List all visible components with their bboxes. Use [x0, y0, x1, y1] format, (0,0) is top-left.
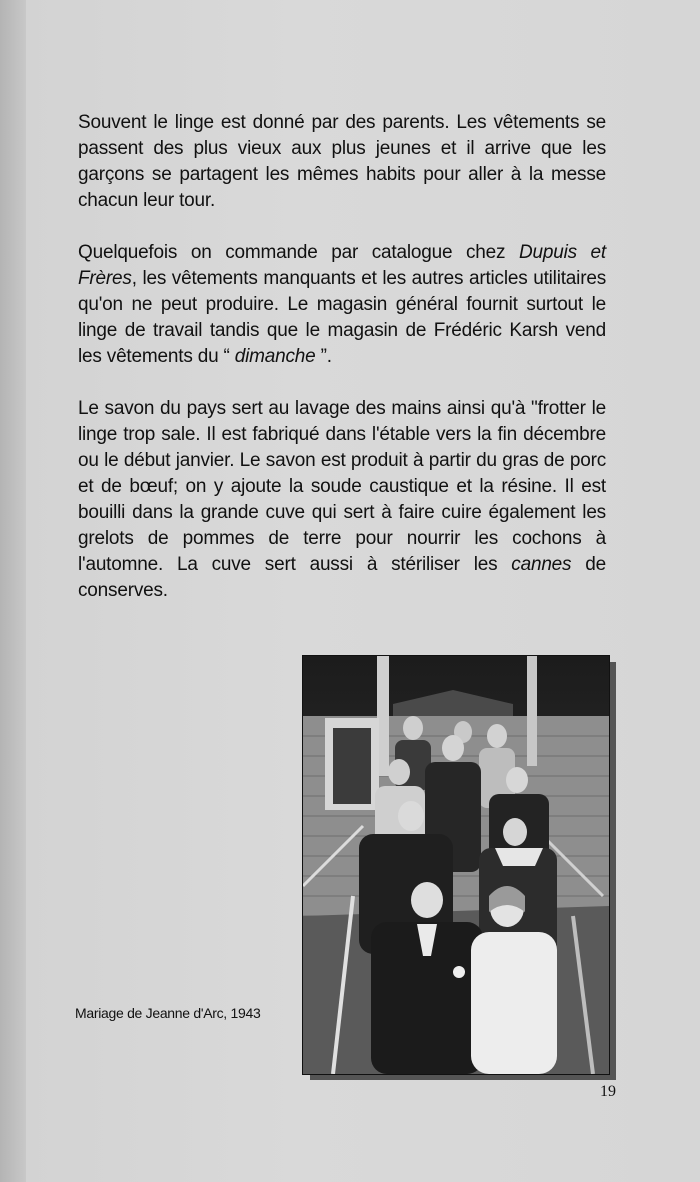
page-number: 19 — [600, 1083, 616, 1100]
paragraph — [78, 396, 606, 604]
text-run: , les vêtements manquants et les autres articles utilitaires qu'on ne peut produire. Le magasin général fournit surtout le linge de travail tandis que le magasin de Frédéric Karsh vend les vêtements du “ — [78, 268, 606, 367]
photo-caption: Mariage de Jeanne d'Arc, 1943 — [75, 1005, 261, 1021]
text-run: de conserves. — [78, 554, 606, 601]
italic-text: dimanche — [234, 346, 316, 367]
text-run: Quelquefois on commande par catalogue chez — [78, 242, 519, 263]
paragraph — [78, 110, 606, 214]
italic-text: Dupuis et Frères — [78, 242, 606, 289]
page-edge-shadow — [0, 0, 26, 1182]
text-run: Souvent le linge est donné par des parents. Les vêtements se passent des plus vieux aux plus jeunes et il arrive que les garçons se partagent les mêmes habits pour aller à la messe chacun leur tour. — [78, 112, 606, 211]
text-run: ”. — [315, 346, 332, 367]
wedding-photo-illustration — [303, 656, 609, 1074]
wedding-group-photo — [302, 655, 610, 1075]
paragraph — [78, 240, 606, 370]
italic-text: cannes — [511, 554, 572, 575]
text-run: Le savon du pays sert au lavage des mains ainsi qu'à "frotter le linge trop sale. Il est fabriqué dans l'étable vers la fin décembre ou le début janvier. Le savon est produit à partir du gras de porc et de bœuf; on y ajoute la soude caustique et la résine. Il est bouilli dans la grande cuve qui sert à faire cuire également les grelots de pommes de terre pour nourrir les cochons à l'automne. La cuve sert aussi à stériliser les — [78, 398, 606, 575]
body-text — [78, 110, 606, 604]
